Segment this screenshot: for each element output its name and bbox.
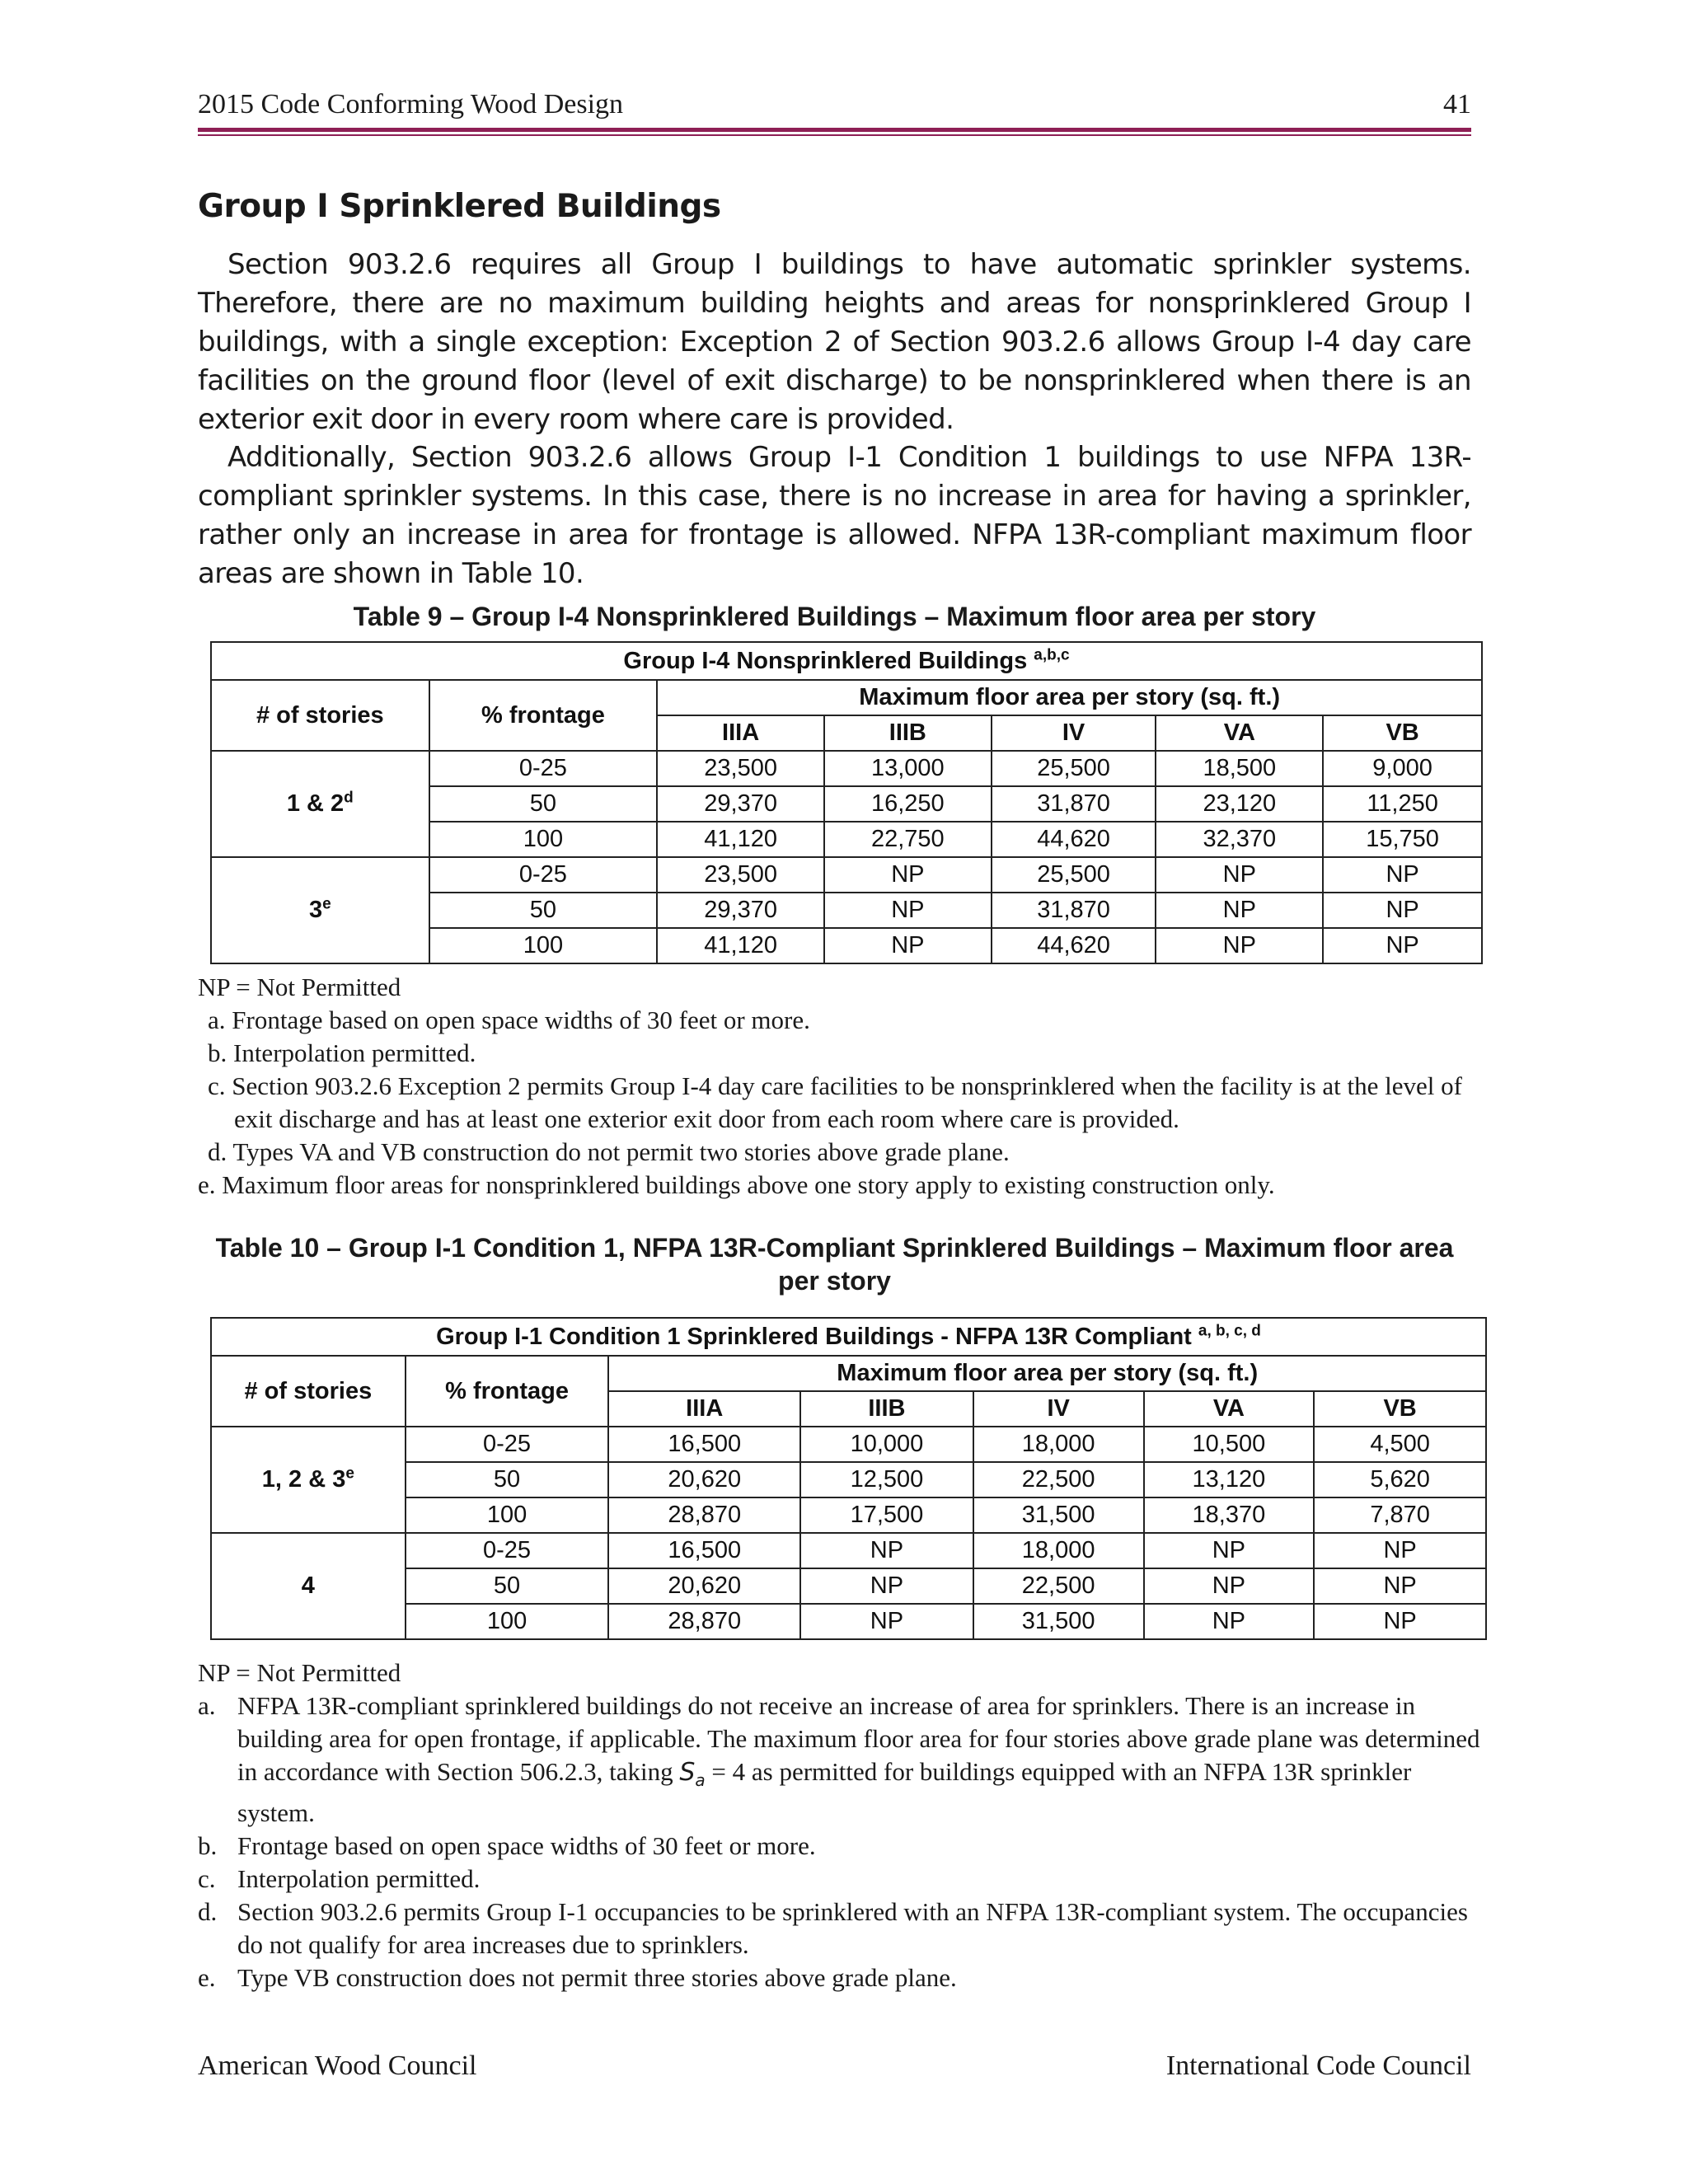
table-cell: NP	[824, 857, 992, 893]
table-cell: 28,870	[608, 1604, 800, 1639]
column-header: IV	[992, 715, 1156, 751]
table-cell: 10,500	[1144, 1427, 1315, 1462]
table-cell: 22,500	[973, 1462, 1144, 1497]
body-paragraph: Additionally, Section 903.2.6 allows Group I-1 Condition 1 buildings to use NFPA 13R-compliant sprinkler systems. In this case, there is no increase in area for having a sprinkler, rather only an increase in area for frontage is allowed. NFPA 13R-compliant maximum floor areas are shown in Table 10.	[198, 441, 1471, 590]
table-cell: 15,750	[1323, 822, 1482, 857]
table-cell: 18,000	[973, 1533, 1144, 1568]
frontage-cell: 0-25	[429, 751, 658, 786]
table-cell: 16,250	[824, 786, 992, 822]
stories-cell: 1, 2 & 3e	[211, 1427, 406, 1533]
frontage-cell: 0-25	[429, 857, 658, 893]
table-cell: 13,120	[1144, 1462, 1315, 1497]
table-cell: NP	[824, 893, 992, 928]
frontage-cell: 0-25	[406, 1533, 609, 1568]
running-header	[198, 89, 1471, 125]
footnote: c. Section 903.2.6 Exception 2 permits Group I-4 day care facilities to be nonsprinklered when the facility is at the level of exit discharge and has at least one exterior exit door from each room where care is provided.	[208, 1071, 1462, 1133]
table-notes	[198, 971, 1484, 1202]
column-header: # of stories	[211, 1356, 406, 1427]
frontage-cell: 100	[429, 822, 658, 857]
column-header: IIIA	[657, 715, 824, 751]
table-cell: NP	[800, 1568, 973, 1604]
table-row	[211, 1533, 1486, 1568]
table-cell: 16,500	[608, 1533, 800, 1568]
column-header: IIIB	[824, 715, 992, 751]
footnote: b. Frontage based on open space widths of 30 feet or more.	[198, 1831, 816, 1860]
table-notes	[198, 1657, 1484, 1994]
frontage-cell: 100	[406, 1497, 609, 1533]
frontage-cell: 50	[406, 1462, 609, 1497]
column-header: IIIB	[800, 1391, 973, 1427]
table-cell: 13,000	[824, 751, 992, 786]
table-cell: 11,250	[1323, 786, 1482, 822]
page-number: 41	[1443, 89, 1471, 120]
table-row	[211, 1427, 1486, 1462]
table-cell: 25,500	[992, 857, 1156, 893]
table-cell: 4,500	[1314, 1427, 1486, 1462]
table-cell: 18,370	[1144, 1497, 1315, 1533]
footnote: e. Type VB construction does not permit three stories above grade plane.	[198, 1963, 957, 1992]
table-cell: NP	[1314, 1604, 1486, 1639]
sa-symbol: $S_a$	[679, 1758, 706, 1790]
table-cell: 9,000	[1323, 751, 1482, 786]
stories-cell: 1 & 2$^d$	[211, 751, 429, 857]
table-cell: 23,120	[1156, 786, 1323, 822]
column-header: VB	[1314, 1391, 1486, 1427]
section-title: Group I Sprinklered Buildings	[198, 188, 721, 225]
column-header: # of stories	[211, 680, 429, 751]
column-header: % frontage	[429, 680, 658, 751]
column-header: Maximum floor area per story (sq. ft.)	[608, 1356, 1486, 1391]
table-cell: 12,500	[800, 1462, 973, 1497]
table-group-heading: Group I-4 Nonsprinklered Buildings $^{a,b,c}$	[211, 642, 1482, 680]
header-rule	[198, 128, 1471, 132]
table-cell: NP	[1144, 1533, 1315, 1568]
table-cell: 20,620	[608, 1568, 800, 1604]
body-paragraph: Section 903.2.6 requires all Group I buildings to have automatic sprinkler systems. Therefore, there are no maximum building heights and areas for nonsprinklered Group I buildings, with a single exception: Exception 2 of Section 903.2.6 allows Group I-4 day care facilities on the ground floor (level of exit discharge) to be nonsprinklered when there is an exterior exit door in every room where care is provided.	[198, 248, 1471, 436]
stories-cell: 3e	[211, 857, 429, 963]
table-cell: 10,000	[800, 1427, 973, 1462]
table-row	[211, 751, 1482, 786]
column-header: VA	[1144, 1391, 1315, 1427]
table-cell: 23,500	[657, 751, 824, 786]
column-header: VB	[1323, 715, 1482, 751]
table-cell: 31,870	[992, 786, 1156, 822]
table-cell: 29,370	[657, 786, 824, 822]
np-note: NP = Not Permitted	[198, 1658, 401, 1687]
table-cell: 41,120	[657, 928, 824, 963]
stories-cell: 4	[211, 1533, 406, 1639]
table-cell: 31,500	[973, 1497, 1144, 1533]
footnote: c. Interpolation permitted.	[198, 1864, 481, 1893]
frontage-cell: 50	[429, 786, 658, 822]
table-cell: 41,120	[657, 822, 824, 857]
book-title: 2015 Code Conforming Wood Design	[198, 89, 624, 120]
table-cell: NP	[1323, 928, 1482, 963]
footer-right: International Code Council	[1165, 2050, 1471, 2081]
frontage-cell: 0-25	[406, 1427, 609, 1462]
table-cell: 22,500	[973, 1568, 1144, 1604]
table-cell: NP	[1156, 857, 1323, 893]
column-header: IIIA	[608, 1391, 800, 1427]
table-cell: 44,620	[992, 928, 1156, 963]
table-cell: 18,000	[973, 1427, 1144, 1462]
footnote: d. Types VA and VB construction do not permit two stories above grade plane.	[208, 1137, 1010, 1166]
table-cell: NP	[1323, 857, 1482, 893]
column-header: VA	[1156, 715, 1323, 751]
np-note: NP = Not Permitted	[198, 972, 401, 1001]
table-cell: NP	[800, 1533, 973, 1568]
footnote: e. Maximum floor areas for nonsprinklered buildings above one story apply to existing construction only.	[198, 1170, 1275, 1199]
table-cell: 16,500	[608, 1427, 800, 1462]
table-cell: 25,500	[992, 751, 1156, 786]
table-cell: NP	[1314, 1568, 1486, 1604]
frontage-cell: 100	[429, 928, 658, 963]
table-caption: Table 10 – Group I-1 Condition 1, NFPA 13R-Compliant Sprinklered Buildings – Maximum floor area per story	[215, 1233, 1454, 1296]
table-group-heading: Group I-1 Condition 1 Sprinklered Buildings - NFPA 13R Compliant $^{a, b, c, d}$	[211, 1318, 1486, 1356]
table-cell: 18,500	[1156, 751, 1323, 786]
table-caption: Table 9 – Group I-4 Nonsprinklered Buildings – Maximum floor area per story	[353, 602, 1316, 631]
table-cell: 7,870	[1314, 1497, 1486, 1533]
header-rule-thin	[198, 134, 1471, 136]
table-cell: NP	[800, 1604, 973, 1639]
table-cell: 31,500	[973, 1604, 1144, 1639]
table-cell: NP	[1144, 1568, 1315, 1604]
table-cell: NP	[1314, 1533, 1486, 1568]
table-cell: 17,500	[800, 1497, 973, 1533]
table-cell: 22,750	[824, 822, 992, 857]
table-cell: 20,620	[608, 1462, 800, 1497]
frontage-cell: 50	[406, 1568, 609, 1604]
frontage-cell: 50	[429, 893, 658, 928]
footer-left: American Wood Council	[198, 2050, 477, 2081]
table-cell: 44,620	[992, 822, 1156, 857]
table-cell: 31,870	[992, 893, 1156, 928]
table-cell: 28,870	[608, 1497, 800, 1533]
frontage-cell: 100	[406, 1604, 609, 1639]
page-footer	[198, 2050, 1471, 2087]
footnote: a. NFPA 13R-compliant sprinklered buildings do not receive an increase of area for sprinklers. There is an increase in building area for open frontage, if applicable. The maximum floor area for four stories above grade plane was determined in accordance with Section 506.2.3, taking $S_a = 4$ as permitted for buildings equipped with an NFPA 13R sprinkler system.	[198, 1691, 1480, 1827]
table-cell: 23,500	[657, 857, 824, 893]
footnote: b. Interpolation permitted.	[208, 1038, 476, 1067]
table-cell: NP	[1144, 1604, 1315, 1639]
footnote: d. Section 903.2.6 permits Group I-1 occupancies to be sprinklered with an NFPA 13R-compliant system. The occupancies do not qualify for area increases due to sprinklers.	[198, 1897, 1468, 1959]
column-header: % frontage	[406, 1356, 609, 1427]
data-table	[210, 641, 1483, 964]
column-header: Maximum floor area per story (sq. ft.)	[657, 680, 1482, 715]
table-cell: NP	[1156, 893, 1323, 928]
table-cell: NP	[1323, 893, 1482, 928]
table-cell: NP	[1156, 928, 1323, 963]
table-cell: NP	[824, 928, 992, 963]
table-row	[211, 857, 1482, 893]
footnote: a. Frontage based on open space widths of 30 feet or more.	[208, 1005, 810, 1034]
table-cell: 32,370	[1156, 822, 1323, 857]
data-table	[210, 1317, 1487, 1640]
table-cell: 29,370	[657, 893, 824, 928]
column-header: IV	[973, 1391, 1144, 1427]
table-cell: 5,620	[1314, 1462, 1486, 1497]
